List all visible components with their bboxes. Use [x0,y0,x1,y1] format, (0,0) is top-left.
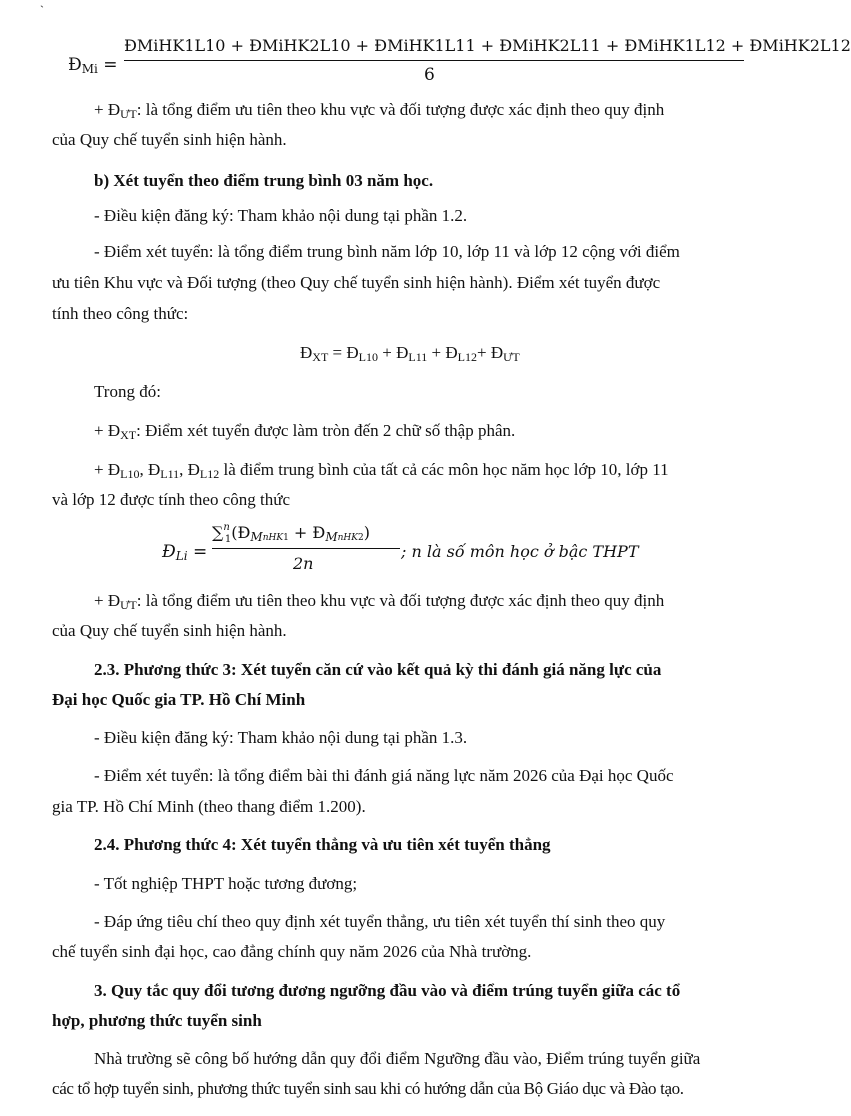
criteria-2-4-line-1: - Đáp ứng tiêu chí theo quy định xét tuyển thẳng, ưu tiên xét tuyển thí sinh theo quy [94,912,666,931]
heading-2-4: 2.4. Phương thức 4: Xét tuyển thẳng và ưu tiên xét tuyển thẳng [94,835,551,854]
priority-score-line-1-cont: của Quy chế tuyển sinh hiện hành. [52,130,287,149]
paragraph-3-line-2: các tổ hợp tuyển sinh, phương thức tuyển sinh sau khi có hướng dẫn của Bộ Giáo dục và Đào tạo. [52,1079,684,1098]
dl-description-line-1: + $Đ_{L10}$, $Đ_{L11}$, $Đ_{L12}$ là điểm trung bình của tất cả các môn học năm học lớp 10, lớp 11 [94,460,669,481]
stray-mark: ` [40,3,44,17]
graduation-2-4: - Tốt nghiệp THPT hoặc tương đương; [94,874,358,893]
formula-2: $Đ_{XT}$ = $Đ_{L10}$ + $Đ_{L11}$ + $Đ_{L12}+$ $Đ_{ƯT}$ [300,343,520,364]
score-2-3-line-2: gia TP. Hồ Chí Minh (theo thang điểm 1.200). [52,797,366,816]
score-2-3-line-1: - Điểm xét tuyển: là tổng điểm bài thi đánh giá năng lực năm 2026 của Đại học Quốc [94,766,674,785]
priority-score-line-2-cont: của Quy chế tuyển sinh hiện hành. [52,621,287,640]
heading-b: b) Xét tuyển theo điểm trung bình 03 năm học. [94,171,434,190]
formula-3-numerator: $\sum^n_1(Đ_{MnHK1}$ + $Đ_{MnHK2}$) [212,522,370,545]
dxt-description: + $Đ_{XT}$: Điểm xét tuyển được làm tròn đến 2 chữ số thập phân. [94,421,516,442]
criteria-2-4-line-2: chế tuyển sinh đại học, cao đẳng chính quy năm 2026 của Nhà trường. [52,942,532,961]
formula-3-note: ; n là số môn học ở bậc THPT [401,542,639,561]
priority-score-line-1: + $Đ_{ƯT}$: là tổng điểm ưu tiên theo khu vực và đối tượng được xác định theo quy định [94,100,665,121]
heading-3-line-2: hợp, phương thức tuyển sinh [52,1011,262,1030]
heading-2-3-line-1: 2.3. Phương thức 3: Xét tuyển căn cứ vào kết quả kỳ thi đánh giá năng lực của [94,660,662,679]
formula-1-fraction-bar [124,60,744,61]
score-b-line-3: tính theo công thức: [52,304,189,323]
score-b-line-1: - Điểm xét tuyển: là tổng điểm trung bình năm lớp 10, lớp 11 và lớp 12 cộng với điểm [94,242,680,261]
formula-3-fraction-bar [212,548,400,549]
formula-3-lhs: $Đ_{Li}$ = [162,542,208,563]
formula-1-numerator: ĐMiHK1L10 + ĐMiHK2L10 + ĐMiHK1L11 + ĐMiHK2L11 + ĐMiHK1L12 + ĐMiHK2L12 [124,36,851,55]
dl-description-line-2: và lớp 12 được tính theo công thức [52,490,290,509]
heading-2-3-line-2: Đại học Quốc gia TP. Hồ Chí Minh [52,690,306,709]
paragraph-3-line-1: Nhà trường sẽ công bố hướng dẫn quy đổi điểm Ngưỡng đầu vào, Điểm trúng tuyển giữa [94,1049,701,1068]
condition-b: - Điều kiện đăng ký: Tham khảo nội dung tại phần 1.2. [94,206,468,225]
formula-3-denominator: 2n [293,554,314,573]
condition-2-3: - Điều kiện đăng ký: Tham khảo nội dung tại phần 1.3. [94,728,468,747]
score-b-line-2: ưu tiên Khu vực và Đối tượng (theo Quy chế tuyển sinh hiện hành). Điểm xét tuyển được [52,273,661,292]
priority-score-line-2: + $Đ_{ƯT}$: là tổng điểm ưu tiên theo khu vực và đối tượng được xác định theo quy định [94,591,665,612]
formula-1-lhs: $Đ_{Mi}$ = [68,55,118,76]
formula-1-denominator: 6 [424,65,435,85]
where-label: Trong đó: [94,382,161,401]
heading-3-line-1: 3. Quy tắc quy đổi tương đương ngưỡng đầu vào và điểm trúng tuyển giữa các tổ [94,981,681,1000]
